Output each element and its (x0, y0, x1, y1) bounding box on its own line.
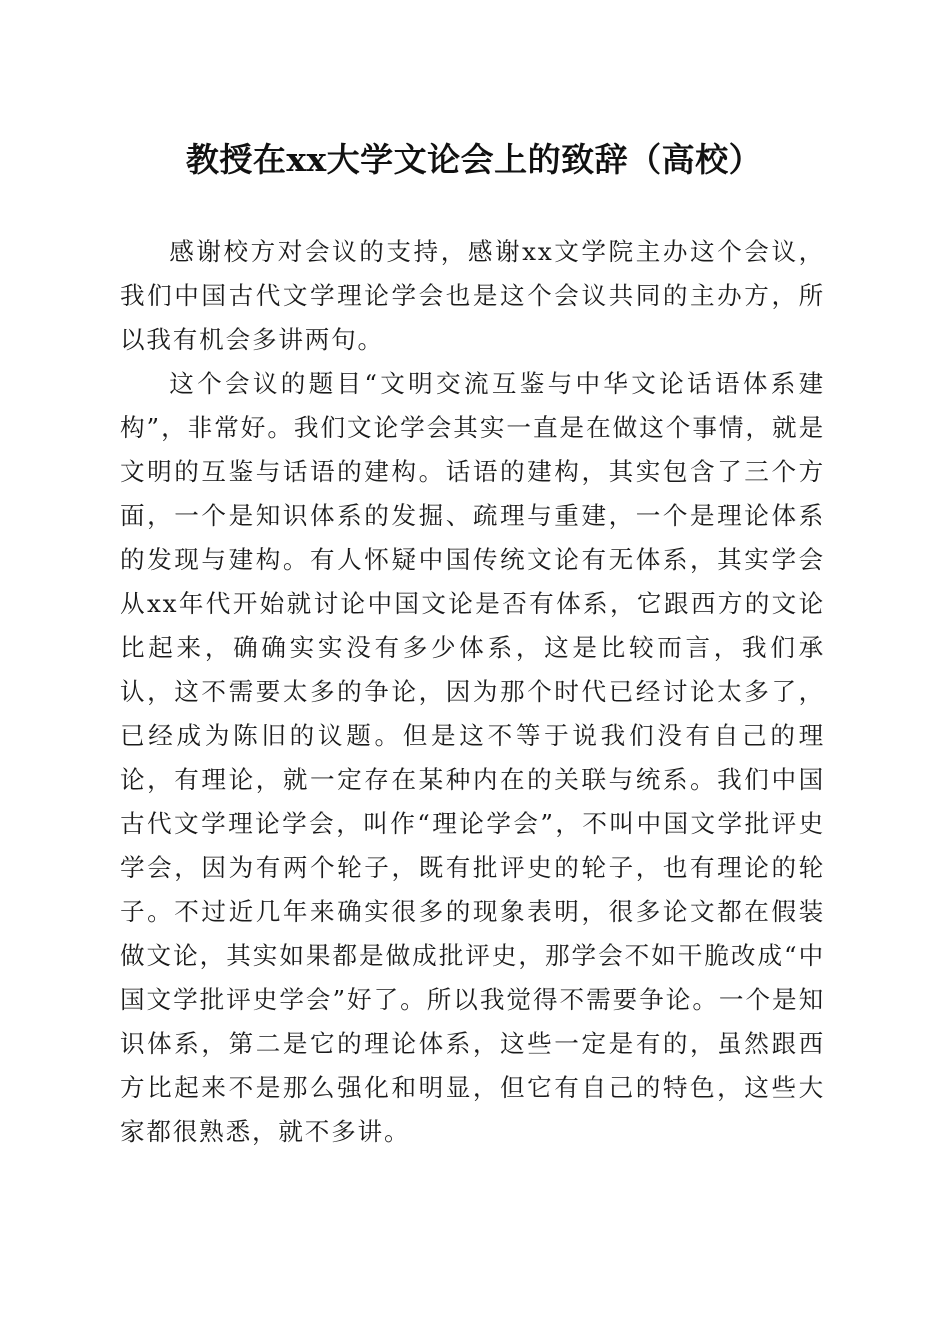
paragraph: 感谢校方对会议的支持，感谢xx文学院主办这个会议，我们中国古代文学理论学会也是这个会议共同的主办方，所以我有机会多讲两句。 (120, 237, 825, 354)
paragraph: 这个会议的题目“文明交流互鉴与中华文论话语体系建构”，非常好。我们文论学会其实一直是在做这个事情，就是文明的互鉴与话语的建构。话语的建构，其实包含了三个方面，一个是知识体系的发掘、疏理与重建，一个是理论体系的发现与建构。有人怀疑中国传统文论有无体系，其实学会从xx年代开始就讨论中国文论是否有体系，它跟西方的文论比起来，确确实实没有多少体系，这是比较而言，我们承认，这不需要太多的争论，因为那个时代已经讨论太多了，已经成为陈旧的议题。但是这不等于说我们没有自己的理论，有理论，就一定存在某种内在的关联与统系。我们中国古代文学理论学会，叫作“理论学会”，不叫中国文学批评史学会，因为有两个轮子，既有批评史的轮子，也有理论的轮子。不过近几年来确实很多的现象表明，很多论文都在假装做文论，其实如果都是做成批评史，那学会不如干脆改成“中国文学批评史学会”好了。所以我觉得不需要争论。一个是知识体系，第二是它的理论体系，这些一定是有的，虽然跟西方比起来不是那么强化和明显，但它有自己的特色，这些大家都很熟悉，就不多讲。 (120, 369, 825, 1146)
document-body (120, 230, 825, 1154)
document-title: 教授在xx大学文论会上的致辞（高校） (185, 140, 763, 179)
